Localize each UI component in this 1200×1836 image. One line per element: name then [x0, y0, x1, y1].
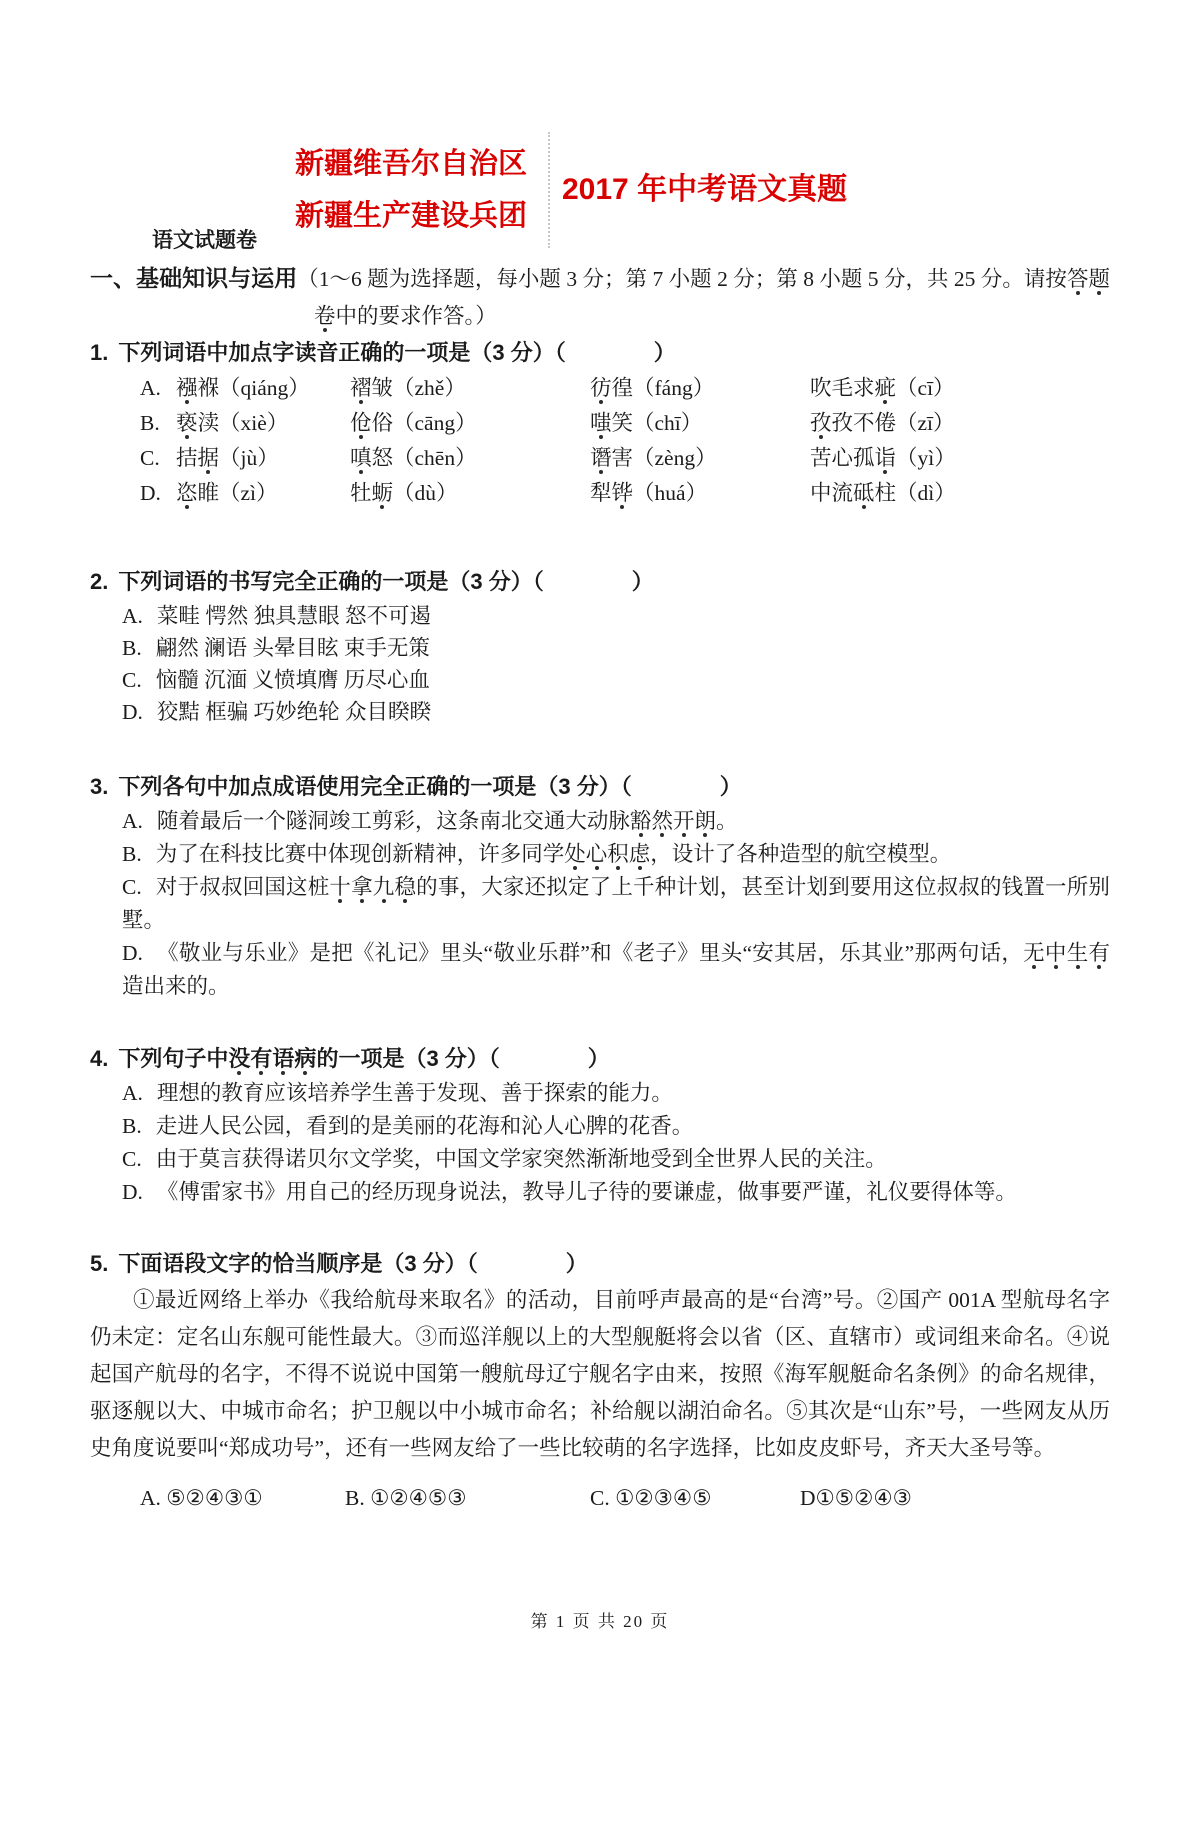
- option-row: [122, 871, 1110, 937]
- option-label: C.: [122, 875, 142, 899]
- option-inline: B. ①②④⑤③: [345, 1486, 467, 1510]
- option-row: [122, 1110, 1110, 1143]
- question-5: [90, 1246, 1110, 1515]
- option-word: 拮据（jù）: [176, 446, 279, 470]
- option-label: A.: [140, 376, 161, 400]
- option-label: B.: [122, 842, 142, 866]
- question-2-stem: [90, 564, 1110, 600]
- option-word: 亵渎（xiè）: [176, 411, 289, 435]
- option-text: 理想的教育应该培养学生善于发现、善于探索的能力。: [156, 1081, 673, 1105]
- option-row: [122, 696, 1110, 728]
- question-number: 3.: [90, 774, 109, 799]
- option-text: 恼髓 沉湎 义愤填膺 历尽心血: [155, 668, 430, 692]
- question-stem-text: 下列各句中加点成语使用完全正确的一项是（3 分）（ ）: [118, 774, 742, 799]
- option-text: 对于叔叔回国这桩十拿九稳的事，大家还拟定了上千种计划，甚至计划到要用这位叔叔的钱置一所别墅。: [122, 875, 1110, 932]
- option-label: C.: [122, 1147, 142, 1171]
- region-title: [295, 138, 527, 242]
- option-text: 狡黠 框骗 巧妙绝轮 众目睽睽: [156, 700, 432, 724]
- question-4: [90, 1041, 1110, 1209]
- option-label: C.: [140, 446, 160, 470]
- option-row: [122, 838, 1110, 871]
- option-label: D.: [122, 941, 143, 965]
- question-stem-text: 下面语段文字的恰当顺序是（3 分）（ ）: [118, 1251, 588, 1276]
- option-word: 褶皱（zhě）: [350, 376, 466, 400]
- option-label: D.: [122, 1180, 143, 1204]
- option-row: [122, 632, 1110, 664]
- question-4-stem: [90, 1041, 1110, 1077]
- exam-page: [0, 138, 1200, 1632]
- question-3-stem: [90, 769, 1110, 805]
- option-inline: C. ①②③④⑤: [590, 1486, 712, 1510]
- question-number: 2.: [90, 569, 109, 594]
- option-row: [140, 371, 1110, 406]
- option-word: 孜孜不倦（zī）: [810, 411, 955, 435]
- footer-page-number: 第 1 页 共 20 页: [530, 1612, 670, 1631]
- page-header: [90, 138, 1110, 256]
- option-word: 嗔怒（chēn）: [350, 446, 477, 470]
- section-heading: 一、基础知识与运用: [90, 265, 298, 291]
- question-number: 4.: [90, 1046, 109, 1071]
- option-word: 犁铧（huá）: [590, 481, 708, 505]
- region-title-line2: 新疆生产建设兵团: [295, 200, 528, 232]
- option-text: 《傅雷家书》用自己的经历现身说法，教导儿子待的要谦虚，做事要严谨，礼仪要得体等。: [156, 1180, 1017, 1204]
- option-word: 牡蛎（dù）: [350, 481, 458, 505]
- option-word: 谮害（zèng）: [590, 446, 717, 470]
- question-stem-text: 下列句子中没有语病的一项是（3 分）（ ）: [118, 1046, 610, 1071]
- option-word: 彷徨（fáng）: [590, 376, 715, 400]
- question-number: 5.: [90, 1251, 109, 1276]
- option-row: [122, 664, 1110, 696]
- option-row: [122, 1143, 1110, 1176]
- option-text: 由于莫言获得诺贝尔文学奖，中国文学家突然渐渐地受到全世界人民的关注。: [155, 1147, 887, 1171]
- paper-name: 语文试题卷: [152, 229, 257, 252]
- option-label: D.: [140, 481, 161, 505]
- question-3: [90, 769, 1110, 1003]
- option-text: 翩然 澜语 头晕目眩 束手无策: [155, 636, 430, 660]
- option-row: [140, 406, 1110, 441]
- question-5-stem: [90, 1246, 1110, 1282]
- option-row: [140, 441, 1110, 476]
- title-dotted-divider: [548, 132, 550, 248]
- option-row: [122, 1077, 1110, 1110]
- option-word: 襁褓（qiáng）: [176, 376, 310, 400]
- option-word: 中流砥柱（dì）: [810, 481, 956, 505]
- question-5-options: [140, 1481, 1110, 1515]
- region-title-line1: 新疆维吾尔自治区: [295, 148, 528, 180]
- question-1: [90, 335, 1110, 511]
- option-text: 走进人民公园，看到的是美丽的花海和沁人心脾的花香。: [155, 1114, 694, 1138]
- question-2: [90, 564, 1110, 728]
- option-label: B.: [122, 636, 142, 660]
- option-label: C.: [122, 668, 142, 692]
- option-label: B.: [122, 1114, 142, 1138]
- option-word: 伧俗（cāng）: [350, 411, 477, 435]
- section-intro-text: （1～6 题为选择题，每小题 3 分；第 7 小题 2 分；第 8 小题 5 分，共 25 分。请按答题卷中的要求作答。）: [297, 267, 1110, 328]
- option-label: B.: [140, 411, 160, 435]
- section-intro: [90, 260, 1110, 335]
- exam-title: 2017 年中考语文真题: [562, 173, 848, 206]
- option-text: 为了在科技比赛中体现创新精神，许多同学处心积虑，设计了各种造型的航空模型。: [155, 842, 952, 866]
- question-1-stem: [90, 335, 1110, 371]
- question-5-paragraph: ①最近网络上举办《我给航母来取名》的活动，目前呼声最高的是“台湾”号。②国产 001A 型航母名字仍未定：定名山东舰可能性最大。③而巡洋舰以上的大型舰艇将会以省（区、直辖市）或词组来命名。④说起国产航母的名字，不得不说说中国第一艘航母辽宁舰名字由来，按照《海军舰艇命名条例》的命名规律，驱逐舰以大、中城市命名；护卫舰以中小城市命名；补给舰以湖泊命名。⑤其次是“山东”号，一些网友从历史角度说要叫“郑成功号”，还有一些网友给了一些比较萌的名字选择，比如皮皮虾号，齐天大圣号等。: [90, 1288, 1110, 1460]
- option-word: 嗤笑（chī）: [590, 411, 703, 435]
- option-text: 随着最后一个隧洞竣工剪彩，这条南北交通大动脉豁然开朗。: [156, 809, 738, 833]
- option-inline: D①⑤②④③: [800, 1486, 912, 1510]
- option-word: 吹毛求疵（cī）: [810, 376, 955, 400]
- option-word: 恣睢（zì）: [176, 481, 278, 505]
- question-stem-text: 下列词语中加点字读音正确的一项是（3 分）（ ）: [118, 340, 676, 365]
- option-word: 苦心孤诣（yì）: [810, 446, 956, 470]
- option-label: A.: [122, 604, 143, 628]
- option-text: 《敬业与乐业》是把《礼记》里头“敬业乐群”和《老子》里头“安其居，乐其业”那两句话，无中生有造出来的。: [122, 941, 1110, 998]
- option-row: [122, 1176, 1110, 1209]
- question-stem-text: 下列词语的书写完全正确的一项是（3 分）（ ）: [118, 569, 654, 594]
- option-row: [122, 937, 1110, 1003]
- question-number: 1.: [90, 340, 109, 365]
- option-label: A.: [122, 809, 143, 833]
- option-row: [140, 476, 1110, 511]
- option-label: D.: [122, 700, 143, 724]
- option-row: [122, 600, 1110, 632]
- option-inline: A. ⑤②④③①: [140, 1486, 263, 1510]
- option-label: A.: [122, 1081, 143, 1105]
- option-text: 菜畦 愕然 独具慧眼 怒不可遏: [156, 604, 432, 628]
- option-row: [122, 805, 1110, 838]
